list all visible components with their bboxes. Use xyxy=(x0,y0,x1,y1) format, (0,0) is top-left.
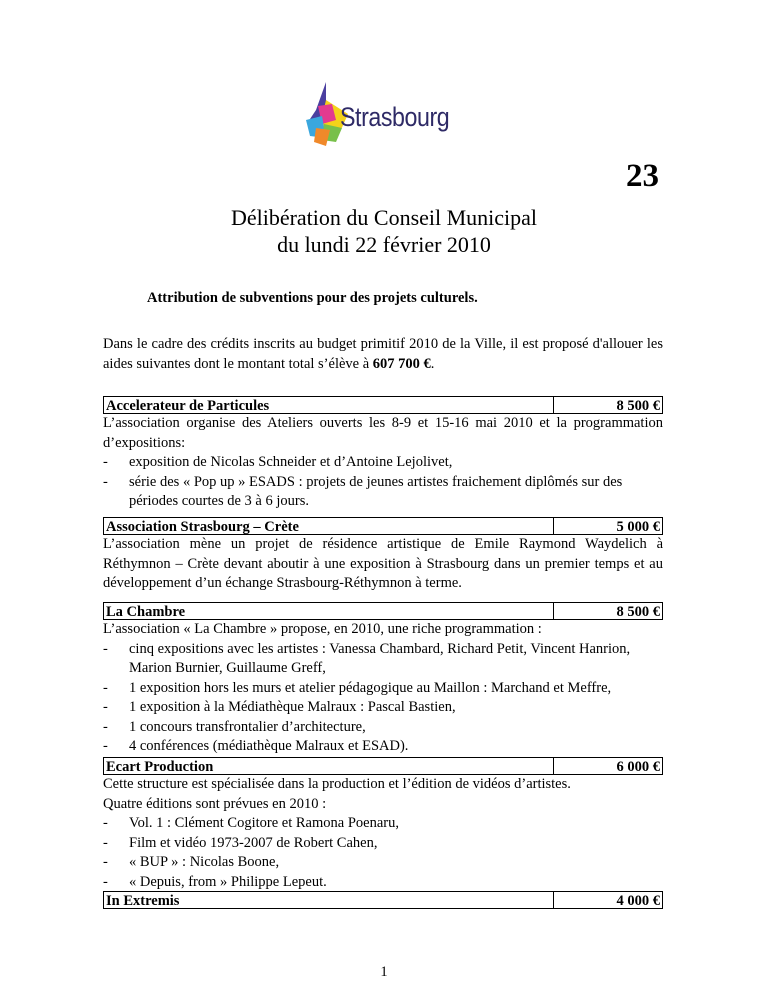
intro-text: Dans le cadre des crédits inscrits au budget primitif 2010 de la Ville, il est proposé d'allouer les aides suivantes dont le montant total s’élève à xyxy=(103,336,663,372)
grant-list xyxy=(103,814,663,892)
grant-amount: 6 000 € xyxy=(553,758,660,774)
intro-paragraph xyxy=(103,334,663,374)
grant-header xyxy=(103,757,663,775)
grant-header xyxy=(103,602,663,620)
list-item: - Film et vidéo 1973-2007 de Robert Cahen, xyxy=(103,834,663,854)
grant-name: Association Strasbourg – Crète xyxy=(106,519,299,535)
grant-list xyxy=(103,453,663,512)
grant-name: In Extremis xyxy=(106,893,180,909)
subject-heading: Attribution de subventions pour des projets culturels. xyxy=(147,290,478,306)
grant-list xyxy=(103,640,663,757)
grant-amount: 5 000 € xyxy=(553,518,660,534)
list-item: - Vol. 1 : Clément Cogitore et Ramona Poenaru, xyxy=(103,814,663,834)
strasbourg-logo xyxy=(296,80,456,152)
intro-total: 607 700 € xyxy=(372,356,431,372)
list-item: - 1 concours transfrontalier d’architecture, xyxy=(103,718,663,738)
title-line-2: du lundi 22 février 2010 xyxy=(277,232,491,257)
intro-end: . xyxy=(430,356,435,372)
grant-description: L’association mène un projet de résidence artistique de Emile Raymond Waydelich à Réthymnon – Crète devant aboutir à une exposition à Strasbourg dans un premier temps et au développement d’un échange Strasbourg-Réthymnon à terme. xyxy=(103,536,663,591)
deliberation-number: 23 xyxy=(626,158,659,194)
grant-amount: 8 500 € xyxy=(553,397,660,413)
grant-description: L’association « La Chambre » propose, en 2010, une riche programmation : xyxy=(103,621,542,637)
grant-description: Cette structure est spécialisée dans la production et l’édition de vidéos d’artistes. xyxy=(103,776,571,792)
grant-description: L’association organise des Ateliers ouverts les 8-9 et 15-16 mai 2010 et la programmation d’expositions: xyxy=(103,415,663,451)
list-item: - exposition de Nicolas Schneider et d’Antoine Lejolivet, xyxy=(103,453,663,473)
list-item: - 4 conférences (médiathèque Malraux et ESAD). xyxy=(103,737,663,757)
grant-header xyxy=(103,891,663,909)
list-item: - « BUP » : Nicolas Boone, xyxy=(103,853,663,873)
grant-amount: 4 000 € xyxy=(553,892,660,908)
grant-section xyxy=(103,757,663,892)
grant-name: La Chambre xyxy=(106,604,186,620)
grant-section xyxy=(103,396,663,512)
page-number: 1 xyxy=(380,964,388,980)
title-line-1: Délibération du Conseil Municipal xyxy=(230,205,538,230)
list-item: - 1 exposition à la Médiathèque Malraux : Pascal Bastien, xyxy=(103,698,663,718)
list-item: - série des « Pop up » ESADS : projets de jeunes artistes fraichement diplômés sur des périodes courtes de 3 à 6 jours. xyxy=(103,473,663,512)
grant-header xyxy=(103,517,663,535)
list-item: - « Depuis, from » Philippe Lepeut. xyxy=(103,873,663,893)
grant-amount: 8 500 € xyxy=(553,603,660,619)
grant-section xyxy=(103,602,663,757)
logo-text: Strasbourg xyxy=(340,102,450,132)
grant-section xyxy=(103,517,663,594)
grant-name: Ecart Production xyxy=(106,759,214,775)
list-item: - 1 exposition hors les murs et atelier pédagogique au Maillon : Marchand et Meffre, xyxy=(103,679,663,699)
grant-name: Accelerateur de Particules xyxy=(106,398,270,414)
grant-header xyxy=(103,396,663,414)
grant-description-2: Quatre éditions sont prévues en 2010 : xyxy=(103,795,327,812)
grant-section xyxy=(103,891,663,909)
list-item: - cinq expositions avec les artistes : Vanessa Chambard, Richard Petit, Vincent Hanrion, Marion Burnier, Guillaume Greff, xyxy=(103,640,663,679)
